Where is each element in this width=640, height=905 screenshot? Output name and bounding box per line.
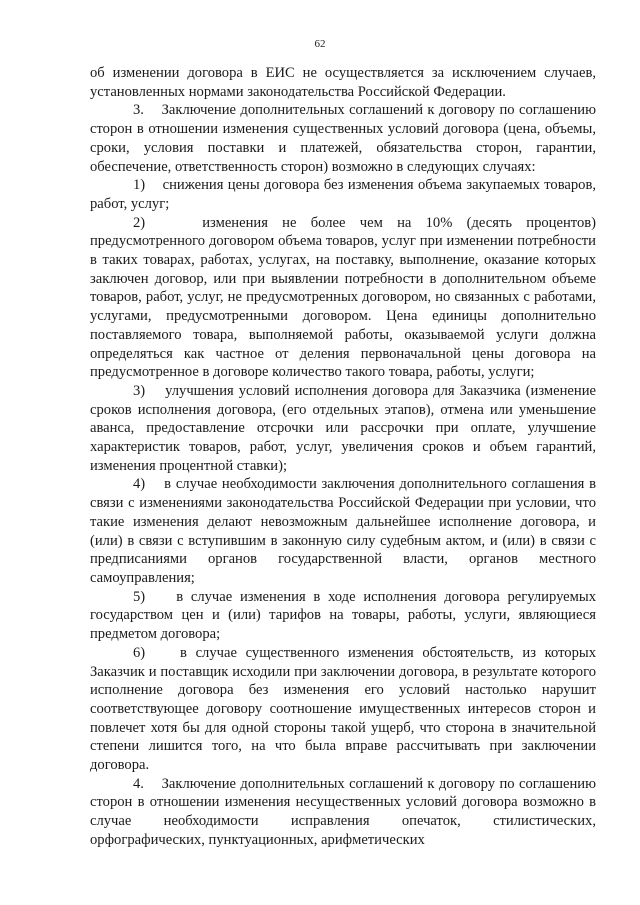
page-number: 62 (314, 38, 326, 50)
list-item-4: 4) в случае необходимости заключения дополнительного соглашения в связи с изменениями законодательства Российской Федерации при условии, что такие изменения делают невозможным дальнейшее исполнение договора, и (или) в связи с вступившим в законную силу судебным актом, и (или) в связи с предписаниями органов государственной власти, органов местного самоуправления; (90, 476, 596, 586)
document-body (90, 64, 596, 850)
list-item-2: 2) изменения не более чем на 10% (десять процентов) предусмотренного договором объема товаров, услуг при изменении потребности в таких товарах, работах, услугах, на поставку, выполнение, оказание которых заключен договор, или при выявлении потребности в дополнительном объеме товаров, работ, услуг, не предусмотренных договором, но связанных с работами, услугами, предусмотренными договором. Цена единицы дополнительно поставляемого товара, выполняемой работы, оказываемой услуги должна определяться как частное от деления первоначальной цены договора на предусмотренное в договоре количество такого товара, работы, услуги; (90, 214, 596, 381)
paragraph-clause-4: 4. Заключение дополнительных соглашений к договору по соглашению сторон в отношении изменения несущественных условий договора возможно в случае необходимости исправления опечаток, стилистических, орфографических, пунктуационных, арифметических (90, 775, 596, 848)
list-item-5: 5) в случае изменения в ходе исполнения договора регулируемых государством цен и (или) тарифов на товары, работы, услуги, являющиеся предметом договора; (90, 588, 596, 643)
paragraph-continuation: об изменении договора в ЕИС не осуществляется за исключением случаев, установленных нормами законодательства Российской Федерации. (90, 65, 596, 100)
paragraph-clause-3: 3. Заключение дополнительных соглашений к договору по соглашению сторон в отношении изменения существенных условий договора (цена, объемы, сроки, условия поставки и платежей, обязательства сторон, гарантии, обеспечение, ответственность сторон) возможно в следующих случаях: (90, 102, 596, 175)
list-item-3: 3) улучшения условий исполнения договора для Заказчика (изменение сроков исполнения договора, (его отдельных этапов), отмена или уменьшение аванса, предоставление отсрочки или рассрочки при оплате, улучшение характеристик товаров, работ, услуг, увеличения сроков и объем гарантий, изменения процентной ставки); (90, 382, 596, 474)
list-item-1: 1) снижения цены договора без изменения объема закупаемых товаров, работ, услуг; (90, 177, 596, 212)
list-item-6: 6) в случае существенного изменения обстоятельств, из которых Заказчик и поставщик исходили при заключении договора, в результате которого исполнение договора без изменения его условий настолько нарушит соответствующее договору соотношение имущественных интересов сторон и повлечет хотя бы для одной стороны такой ущерб, что сторона в значительной степени лишится того, на что была вправе рассчитывать при заключении договора. (90, 644, 596, 774)
